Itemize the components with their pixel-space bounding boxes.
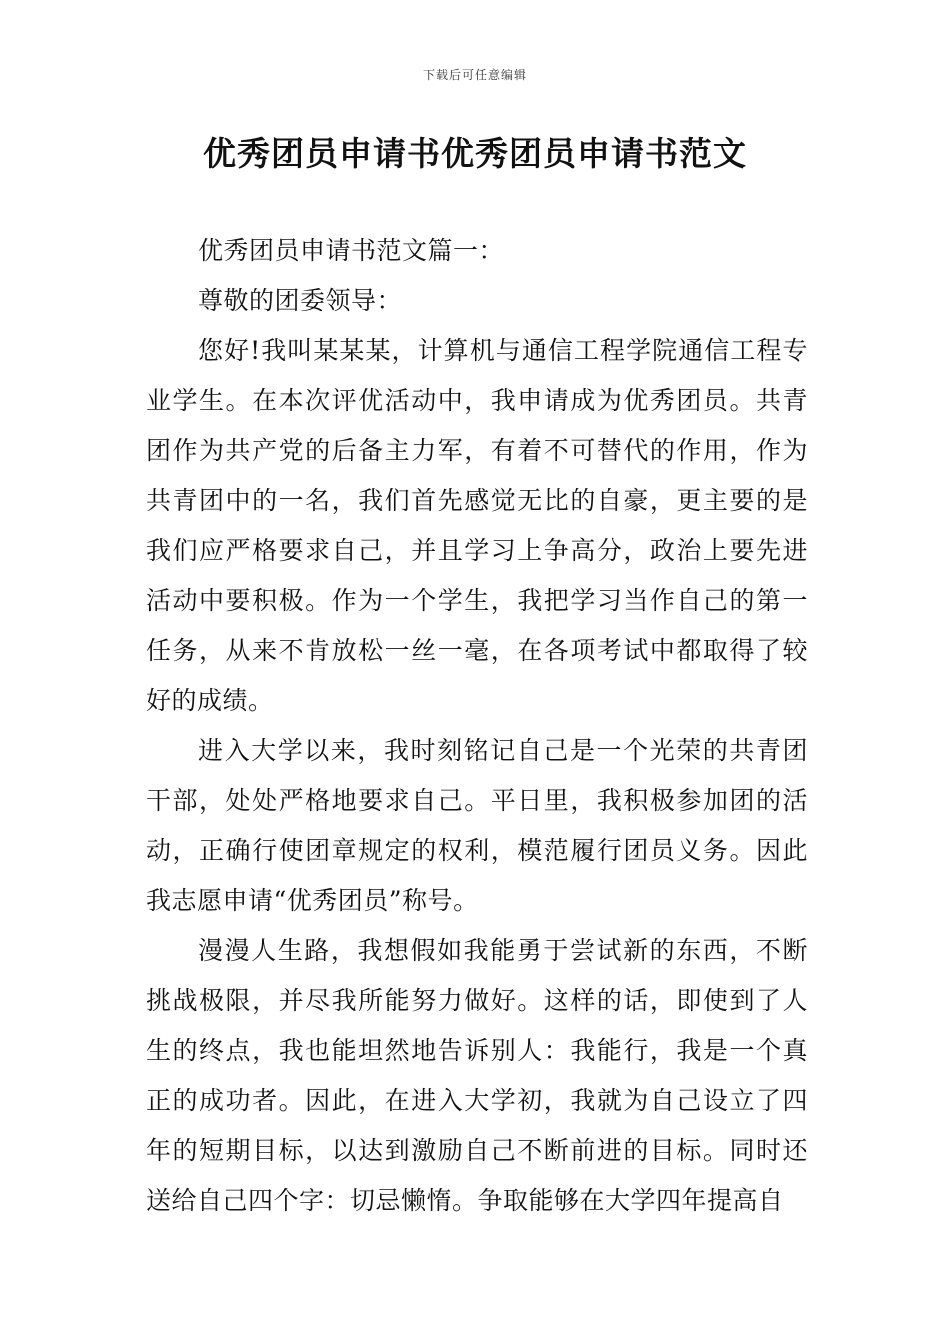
section-heading: 优秀团员申请书范文篇一：: [198, 236, 505, 265]
document-body: [146, 226, 808, 1226]
document-title: 优秀团员申请书优秀团员申请书范文: [203, 134, 747, 173]
salutation: 尊敬的团委领导：: [198, 286, 403, 315]
body-paragraph-2: 进入大学以来，我时刻铭记自己是一个光荣的共青团干部，处处严格地要求自己。平日里，我积极参加团的活动，正确行使团章规定的权利，模范履行团员义务。因此我志愿申请“优秀团员”称号。: [146, 736, 808, 915]
body-paragraph-1: 您好!我叫某某某，计算机与通信工程学院通信工程专业学生。在本次评优活动中，我申请成为优秀团员。共青团作为共产党的后备主力军，有着不可替代的作用，作为共青团中的一名，我们首先感觉无比的自豪，更主要的是我们应严格要求自己，并且学习上争高分，政治上要先进活动中要积极。作为一个学生，我把学习当作自己的第一任务，从来不肯放松一丝一毫，在各项考试中都取得了较好的成绩。: [146, 336, 808, 715]
page-header-note: 下载后可任意编辑: [422, 68, 527, 82]
body-paragraph-3: 漫漫人生路，我想假如我能勇于尝试新的东西，不断挑战极限，并尽我所能努力做好。这样的话，即使到了人生的终点，我也能坦然地告诉别人：我能行，我是一个真正的成功者。因此，在进入大学初，我就为自己设立了四年的短期目标，以达到激励自己不断前进的目标。同时还送给自己四个字：切忌懒惰。争取能够在大学四年提高自: [146, 936, 808, 1215]
